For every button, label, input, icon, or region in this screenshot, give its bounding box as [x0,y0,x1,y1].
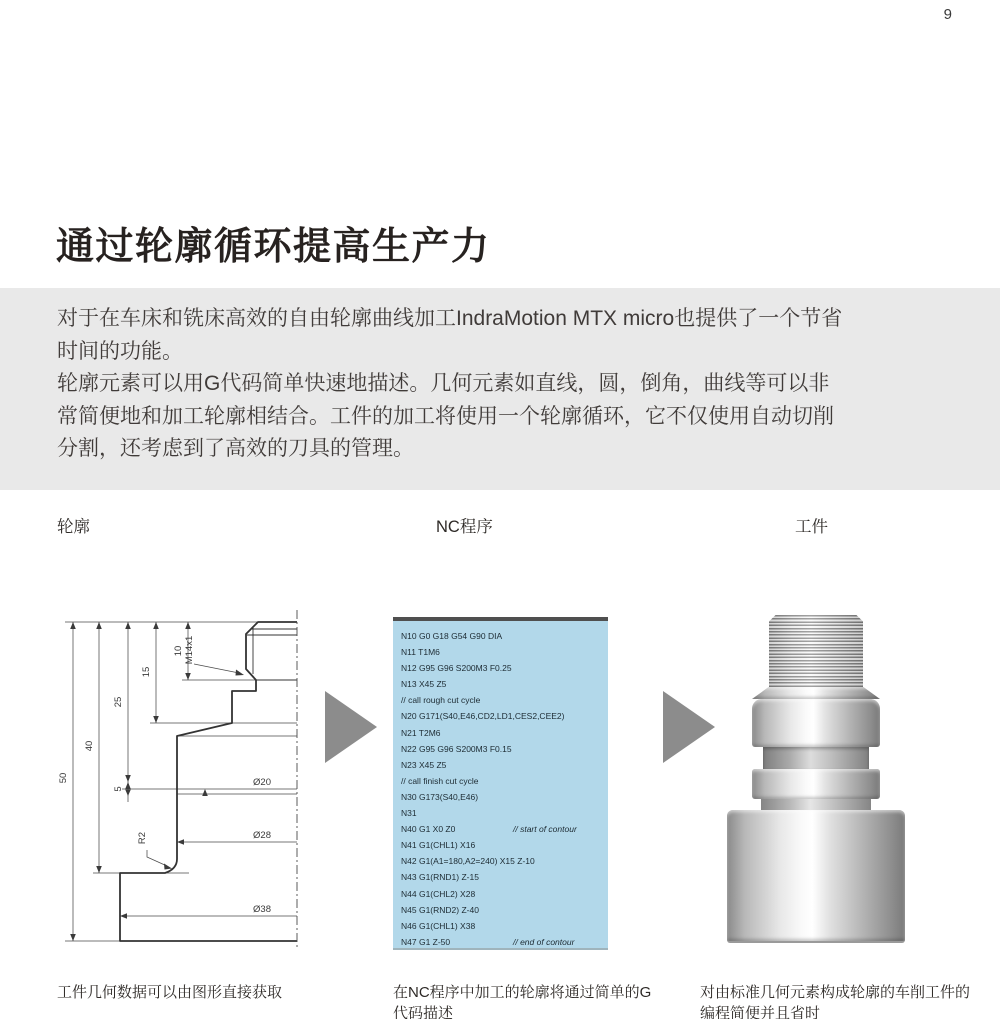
caption-workpiece-line: 对由标准几何元素构成轮廓的车削工件的 [700,984,971,1001]
nc-program-box [393,617,608,950]
intro-line: 对于在车床和铣床高效的自由轮廓曲线加工IndraMotion MTX micro也提供了一个节省 [57,307,843,330]
nc-code-line: N40 G1 X0 Z0 // start of contour [401,821,601,837]
nc-code-line: N47 G1 Z-50 // end of contour [401,934,601,950]
nc-code-line: N46 G1(CHL1) X38 [401,920,476,931]
diameter-label-20: Ø20 [253,777,271,788]
workpiece-base [727,810,905,943]
intro-line: 轮廓元素可以用G代码简单快速地描述。几何元素如直线，圆，倒角，曲线等可以非 [57,372,830,396]
nc-code-line: N31 [401,808,417,819]
arrow-right-icon [325,691,377,763]
dim-label-40: 40 [84,740,95,752]
nc-code-line: N23 X45 Z5 [401,759,447,770]
intro-paragraph [0,288,1000,466]
dim-label-25: 25 [113,696,124,708]
diameter-label-28: Ø28 [253,830,271,841]
diameter-label-38: Ø38 [253,904,271,915]
nc-code-line: // call rough cut cycle [401,695,481,706]
nc-code-line: N41 G1(CHL1) X16 [401,840,476,851]
caption-workpiece [700,982,970,1019]
nc-code-line: // call finish cut cycle [401,775,479,786]
nc-code-line: N43 G1(RND1) Z-15 [401,872,479,883]
column-label-workpiece: 工件 [795,518,828,536]
contour-drawing-svg [55,606,317,953]
nc-code-line: N45 G1(RND2) Z-40 [401,904,479,915]
nc-code-line: N44 G1(CHL2) X28 [401,888,476,899]
nc-code-comment: // start of contour [513,824,577,835]
caption-nc-line: 代码描述 [393,1005,454,1019]
intro-line: 时间的功能。 [57,339,183,363]
column-label-contour: 轮廓 [57,518,90,536]
column-label-nc-program: NC程序 [436,518,493,536]
workpiece-lower-collar [752,769,880,799]
workpiece-photo [700,612,932,945]
dim-label-50: 50 [58,772,69,784]
page-title: 通过轮廓循环提高生产力 [56,226,491,268]
contour-drawing [55,606,317,953]
intro-line: 分割，还考虑到了高效的刀具的管理。 [57,437,414,461]
nc-code-line: N22 G95 G96 S200M3 F0.15 [401,743,512,754]
intro-line: 常简便地和加工轮廓相结合。工件的加工将使用一个轮廓循环，它不仅使用自动切削 [57,404,834,428]
dim-label-10: 10 [173,645,184,657]
radius-label: R2 [137,831,148,845]
caption-nc-program [393,982,651,1019]
nc-code-line: N13 X45 Z5 [401,679,447,690]
nc-code-lines [401,628,601,950]
nc-code-line: N12 G95 G96 S200M3 F0.25 [401,663,512,674]
dim-label-5: 5 [113,786,124,792]
nc-code-line: N11 T1M6 [401,647,440,658]
workpiece-upper-collar [752,699,880,747]
caption-workpiece-line: 编程简便并且省时 [700,1005,821,1019]
nc-code-line: N30 G173(S40,E46) [401,791,479,802]
nc-code-line: N21 T2M6 [401,727,441,738]
caption-contour: 工件几何数据可以由图形直接获取 [57,984,283,1001]
nc-code-line: N20 G171(S40,E46,CD2,LD1,CES2,CEE2) [401,711,565,722]
nc-code-line: N10 G0 G18 G54 G90 DIA [401,631,503,641]
thread-label: M14x1 [184,635,195,665]
intro-box [0,288,1000,490]
workpiece-groove [763,747,869,769]
workpiece-shoulder [752,687,880,699]
caption-nc-line: 在NC程序中加工的轮廓将通过简单的G [393,984,652,1001]
nc-code-comment: // end of contour [513,936,575,947]
workpiece-neck [761,799,871,810]
workpiece-thread [769,615,863,687]
page-number: 9 [943,6,952,23]
nc-code-line: N42 G1(A1=180,A2=240) X15 Z-10 [401,856,535,867]
dim-label-15: 15 [141,666,152,678]
